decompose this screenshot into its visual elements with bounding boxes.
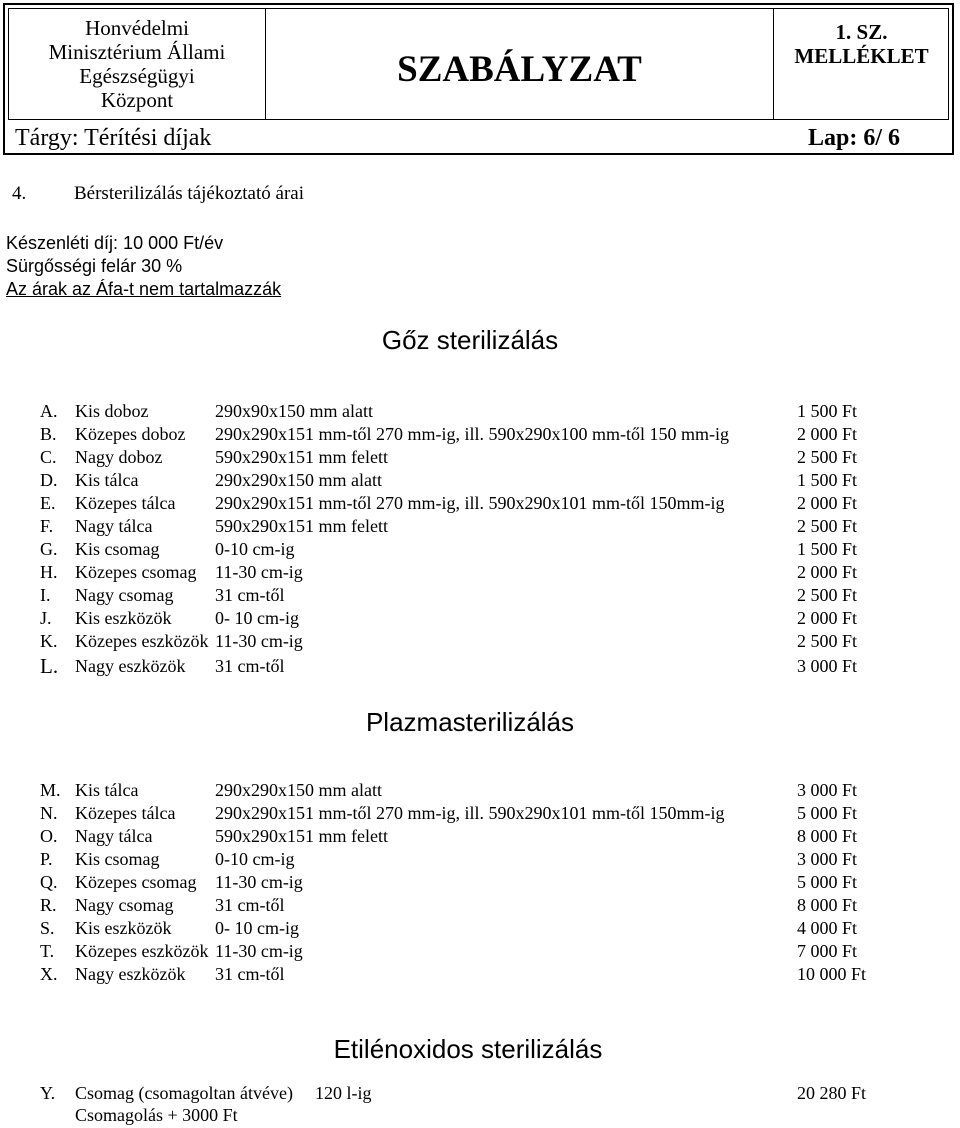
price-row	[40, 584, 940, 606]
row-description: 31 cm-től	[215, 585, 285, 605]
packaging-note-row	[40, 1104, 940, 1126]
urgency-surcharge: Sürgősségi felár 30 %	[6, 256, 183, 276]
row-letter: P.	[40, 849, 53, 869]
row-item: Kis csomag	[75, 849, 160, 869]
row-letter: I.	[40, 585, 51, 605]
row-item: Kis tálca	[75, 780, 139, 800]
row-item: Kis doboz	[75, 401, 149, 421]
row-item: Közepes csomag	[75, 872, 197, 892]
price-row	[40, 894, 940, 916]
row-price: 1 500 Ft	[797, 470, 858, 490]
row-description: 0- 10 cm-ig	[215, 918, 299, 938]
row-description: 11-30 cm-ig	[215, 562, 303, 582]
price-row	[40, 561, 940, 583]
row-description: 31 cm-től	[215, 964, 285, 984]
row-item: Közepes csomag	[75, 562, 197, 582]
price-row	[40, 655, 940, 677]
row-letter: N.	[40, 803, 58, 823]
row-price: 2 500 Ft	[797, 447, 858, 467]
row-letter: T.	[40, 941, 55, 961]
row-item: Nagy eszközök	[75, 964, 186, 984]
annex-line: 1. SZ.	[835, 20, 888, 44]
row-price: 2 000 Ft	[797, 493, 858, 513]
document-title: SZABÁLYZAT	[266, 9, 774, 119]
row-letter: M.	[40, 780, 61, 800]
row-item: Közepes tálca	[75, 803, 176, 823]
organization-name	[9, 9, 266, 119]
row-letter: D.	[40, 470, 58, 490]
row-price: 4 000 Ft	[797, 918, 858, 938]
row-price: 1 500 Ft	[797, 401, 858, 421]
price-row	[40, 446, 940, 468]
row-price: 3 000 Ft	[797, 780, 858, 800]
row-item: Kis csomag	[75, 539, 160, 559]
row-price: 2 500 Ft	[797, 516, 858, 536]
standby-fee: Készenléti díj: 10 000 Ft/év	[6, 233, 224, 253]
row-item: Nagy tálca	[75, 826, 153, 846]
row-letter: F.	[40, 516, 54, 536]
price-row	[40, 515, 940, 537]
row-item: Nagy eszközök	[75, 656, 186, 676]
price-row	[40, 963, 940, 985]
row-price: 8 000 Ft	[797, 826, 858, 846]
section-number: 4.	[12, 183, 27, 204]
row-item: Nagy csomag	[75, 895, 174, 915]
row-description: 11-30 cm-ig	[215, 941, 303, 961]
row-item: Nagy csomag	[75, 585, 174, 605]
row-letter: E.	[40, 493, 56, 513]
row-price: 3 000 Ft	[797, 656, 858, 676]
row-description: 0-10 cm-ig	[215, 849, 295, 869]
row-description: 11-30 cm-ig	[215, 631, 303, 651]
row-item: Közepes eszközök	[75, 631, 209, 651]
price-row	[40, 802, 940, 824]
price-row	[40, 492, 940, 514]
row-price: 5 000 Ft	[797, 872, 858, 892]
row-price: 2 000 Ft	[797, 562, 858, 582]
subject-line: Tárgy: Térítési díjak	[15, 125, 212, 151]
row-description: 590x290x151 mm felett	[215, 447, 388, 467]
vat-note: Az árak az Áfa-t nem tartalmazzák	[6, 279, 282, 299]
row-price: 2 000 Ft	[797, 424, 858, 444]
row-item: Nagy tálca	[75, 516, 153, 536]
row-description: 290x290x150 mm alatt	[215, 470, 382, 490]
price-row	[40, 538, 940, 560]
section-heading	[12, 183, 304, 205]
row-letter: Y.	[40, 1083, 56, 1103]
row-letter: R.	[40, 895, 57, 915]
price-row	[40, 607, 940, 629]
row-item: Közepes doboz	[75, 424, 186, 444]
annex-label	[775, 0, 948, 99]
price-row	[40, 848, 940, 870]
row-letter: A.	[40, 401, 58, 421]
row-letter: O.	[40, 826, 58, 846]
org-line: Honvédelmi	[85, 16, 189, 40]
document-header	[3, 3, 954, 155]
row-item: Nagy doboz	[75, 447, 163, 467]
row-price: 8 000 Ft	[797, 895, 858, 915]
price-row	[40, 917, 940, 939]
row-letter: J.	[40, 608, 52, 628]
row-price: 20 280 Ft	[797, 1083, 867, 1103]
org-line: Minisztérium Állami	[48, 40, 226, 64]
price-row	[40, 400, 940, 422]
row-letter: L.	[40, 654, 59, 678]
row-description: 11-30 cm-ig	[215, 872, 303, 892]
row-description: 290x290x151 mm-től 270 mm-ig, ill. 590x290x100 mm-től 150 mm-ig	[215, 424, 729, 444]
row-letter: K.	[40, 631, 58, 651]
row-description: 290x290x150 mm alatt	[215, 780, 382, 800]
row-description: 590x290x151 mm felett	[215, 826, 388, 846]
row-description: 120 l-ig	[315, 1083, 372, 1103]
row-letter: X.	[40, 964, 58, 984]
org-line: Központ	[100, 88, 174, 112]
row-price: 2 500 Ft	[797, 631, 858, 651]
row-price: 1 500 Ft	[797, 539, 858, 559]
row-description: 290x90x150 mm alatt	[215, 401, 373, 421]
section-title: Bérsterilizálás tájékoztató árai	[74, 183, 304, 204]
packaging-note: Csomagolás + 3000 Ft	[75, 1105, 238, 1125]
row-description: 31 cm-től	[215, 656, 285, 676]
row-price: 2 500 Ft	[797, 585, 858, 605]
price-row	[40, 940, 940, 962]
row-letter: H.	[40, 562, 58, 582]
page-number: Lap: 6/ 6	[807, 125, 900, 151]
price-row	[40, 871, 940, 893]
eto-heading: Etilénoxidos sterilizálás	[333, 1034, 603, 1064]
annex-line: MELLÉKLET	[794, 44, 929, 68]
price-row	[40, 779, 940, 801]
row-description: 290x290x151 mm-től 270 mm-ig, ill. 590x290x101 mm-től 150mm-ig	[215, 493, 725, 513]
row-price: 3 000 Ft	[797, 849, 858, 869]
price-row	[40, 1082, 940, 1104]
row-letter: S.	[40, 918, 55, 938]
row-item: Csomag (csomagoltan átvéve)	[75, 1083, 293, 1103]
price-row	[40, 825, 940, 847]
price-row	[40, 469, 940, 491]
row-item: Közepes eszközök	[75, 941, 209, 961]
row-letter: G.	[40, 539, 58, 559]
row-price: 5 000 Ft	[797, 803, 858, 823]
row-letter: B.	[40, 424, 57, 444]
row-description: 590x290x151 mm felett	[215, 516, 388, 536]
row-item: Kis tálca	[75, 470, 139, 490]
steam-heading: Gőz sterilizálás	[381, 325, 559, 355]
plasma-heading: Plazmasterilizálás	[365, 707, 575, 737]
row-item: Közepes tálca	[75, 493, 176, 513]
row-letter: C.	[40, 447, 57, 467]
header-table	[8, 8, 949, 120]
price-row	[40, 630, 940, 652]
row-description: 0-10 cm-ig	[215, 539, 295, 559]
row-description: 31 cm-től	[215, 895, 285, 915]
row-description: 290x290x151 mm-től 270 mm-ig, ill. 590x290x101 mm-től 150mm-ig	[215, 803, 725, 823]
price-row	[40, 423, 940, 445]
row-price: 10 000 Ft	[797, 964, 867, 984]
row-letter: Q.	[40, 872, 58, 892]
row-item: Kis eszközök	[75, 918, 172, 938]
org-line: Egészségügyi	[79, 64, 195, 88]
row-description: 0- 10 cm-ig	[215, 608, 299, 628]
row-item: Kis eszközök	[75, 608, 172, 628]
row-price: 2 000 Ft	[797, 608, 858, 628]
row-price: 7 000 Ft	[797, 941, 858, 961]
